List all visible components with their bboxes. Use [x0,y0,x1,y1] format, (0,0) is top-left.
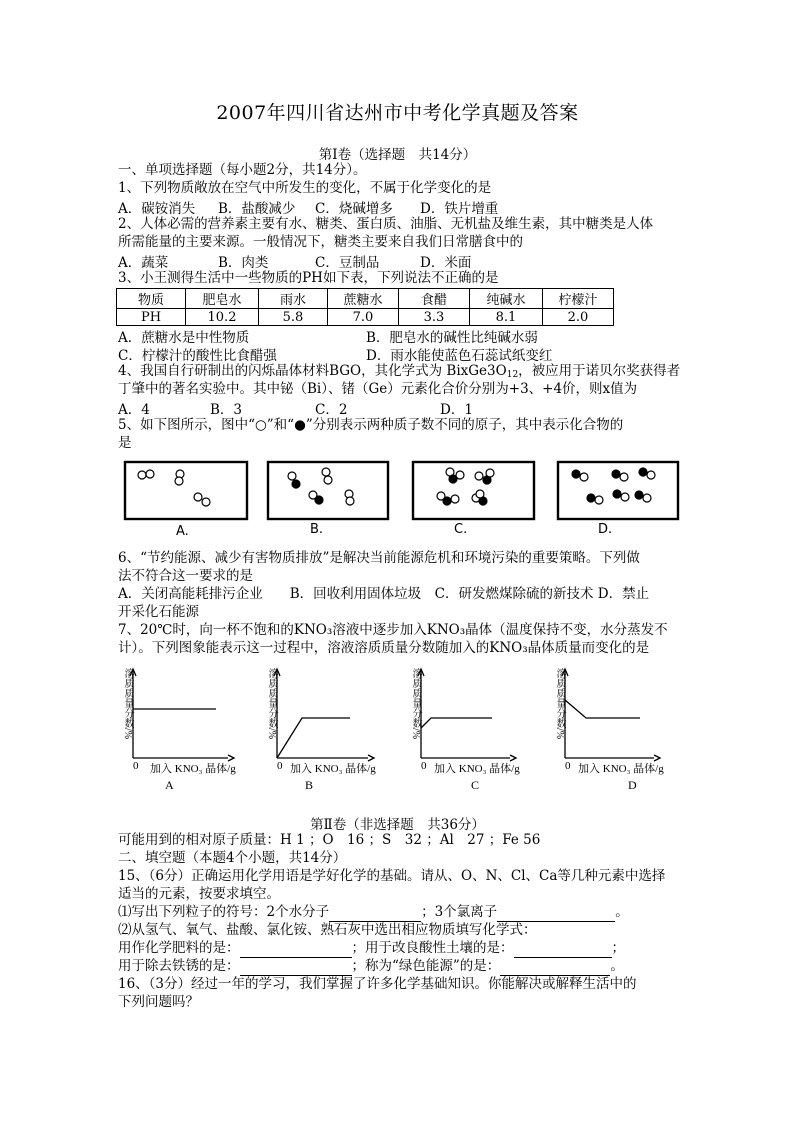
q2-option-a: A．蔬菜 [118,255,169,271]
atom-open [621,493,629,501]
graph-letter-d: D [628,778,637,792]
table-cell: 2.0 [543,309,614,326]
origin-a: 0 [133,760,139,772]
q15-l1-text: ⑴写出下列粒子的符号：2个水分子 [118,904,330,920]
table-cell: 柠檬汁 [543,289,614,309]
q1-option-b: B．盐酸减少 [218,201,296,217]
xlabel-a: 加入 KNO₃ 晶体/g [150,763,236,775]
atom-open [175,477,183,485]
table-cell: 雨水 [259,289,328,309]
atom-open [580,473,588,481]
atom-filled [613,490,621,498]
q3-option-b: B．肥皂水的碱性比纯碱水弱 [366,330,538,346]
box-label-d: D. [598,522,613,537]
xlabel-b: 加入 KNO₃ 晶体/g [290,763,376,775]
q15-l4-text: 用于除去铁锈的是： [118,958,240,974]
xlabel-d: 加入 KNO₃ 晶体/g [578,763,664,775]
q15-stem-2: 适当的元素，按要求填空。 [118,886,280,902]
ylabel-b: 溶质质量分数/% [266,668,277,740]
atom-open [456,471,464,479]
atom-open [486,469,494,477]
graph-letter-b: B [305,778,314,792]
atom-filled [612,470,620,478]
atom-filled [292,480,300,488]
part2-heading: 第Ⅱ卷（非选择题 共36分） [310,817,485,833]
q15-l3-end: ； [611,940,625,956]
q16-stem-2: 下列问题吗？ [118,994,199,1010]
q6-options-1: A．关闭高能耗排污企业 B．回收利用固体垃圾 C．研发燃煤除硫的新技术 D．禁止 [118,586,650,602]
atom-open [138,471,146,479]
atom-open [451,495,459,503]
q3-option-c: C．柠檬汁的酸性比食醋强 [118,348,277,364]
box-c [413,462,534,519]
box-label-a: A. [176,524,189,539]
origin-b: 0 [277,760,283,772]
q1-stem: 1、下列物质敞放在空气中所发生的变化，不属于化学变化的是 [118,180,492,196]
atom-open [620,473,628,481]
atom-open [146,470,154,478]
q1-option-a: A．碳铵消失 [118,201,196,217]
q4-stem-tail: ，被应用于诺贝尔奖获得者 [518,363,681,379]
graph-letter-c: C [471,778,480,792]
molecule-figure [0,450,795,545]
answer-blank[interactable] [240,957,352,976]
box-label-b: B. [310,522,324,537]
q6-stem-2: 法不符合这一要求的是 [118,568,253,584]
atom-open [595,496,603,504]
q15-stem-1: 15、（6分）正确运用化学用语是学好化学的基础。请从、O、N、Cl、Ca等几种元素中选择 [118,868,666,884]
atom-open [647,471,655,479]
table-cell: 纯碱水 [470,289,543,309]
q6-options-2: 开采化石能源 [118,604,199,620]
q4-stem-2: 丁肇中的著名实验中。其中铋（Bi）、锗（Ge）元素化合价分别为+3、+4价，则x值为 [118,381,638,397]
graph-letter-a: A [165,778,174,792]
q4-formula-sub: 12 [506,370,519,380]
q5-stem-2: 是 [118,435,132,451]
ylabel-a: 溶质质量分数/% [122,668,133,740]
q15-line-1 [118,903,629,922]
curve-b [277,718,350,758]
table-cell: 肥皂水 [186,289,259,309]
q7-stem-2: 计）。下列图象能表示这一过程中，溶液溶质质量分数随加入的KNO₃晶体质量而变化的是 [118,640,650,656]
ylabel-c: 溶质质量分数/% [410,668,421,740]
q4-option-b: B．3 [210,402,243,418]
atom-open [322,468,330,476]
atom-filled [635,491,643,499]
ph-table-header-row [117,289,614,309]
atom-filled [315,496,323,504]
atom-open [643,494,651,502]
table-cell: 10.2 [186,309,259,326]
ph-table-value-row [117,309,614,326]
table-cell: 蔗糖水 [328,289,399,309]
answer-blank[interactable] [329,903,421,922]
table-cell: 物质 [117,289,186,309]
q2-stem-2: 所需能量的主要来源。一般情况下，糖类主要来自我们日常膳食中的 [118,234,523,250]
q15-line-3 [118,939,625,958]
q15-l4-end: 。 [610,958,624,974]
q7-stem-1: 7、20℃时，向一杯不饱和的KNO₃溶液中逐步加入KNO₃晶体（温度保持不变，水分蒸发不 [118,622,668,638]
atom-filled [639,468,647,476]
q2-option-c: C．豆制品 [315,255,380,271]
page-title: 2007年四川省达州市中考化学真题及答案 [216,102,579,124]
q1-option-c: C．烧碱增多 [315,201,393,217]
ylabel-d: 溶质质量分数/% [554,668,565,740]
q15-l3-text: 用作化学肥料的是： [118,940,240,956]
q15-l1-end: 。 [615,904,629,920]
answer-blank[interactable] [500,957,610,976]
q15-l1-text2: ；3个氯离子 [421,904,498,920]
q4-formula-ge: 3O [487,363,507,379]
atom-open [346,497,354,505]
table-cell: 3.3 [399,309,470,326]
section1-heading: 一、单项选择题（每小题2分，共14分）。 [118,162,367,178]
q16-stem-1: 16、（3分）经过一年的学习，我们掌握了许多化学基础知识。你能解决或解释生活中的 [118,976,637,992]
q15-l3-text2: ；用于改良酸性土壤的是： [351,940,514,956]
q3-option-a: A．蔗糖水是中性物质 [118,330,250,346]
q3-option-d: D．雨水能使蓝色石蕊试纸变红 [366,348,553,364]
q4-option-a: A．4 [118,402,150,418]
origin-c: 0 [421,760,427,772]
q15-line-2: ⑵从氢气、氧气、盐酸、氯化铵、熟石灰中选出相应物质填写化学式： [118,922,537,938]
q2-stem-1: 2、人体必需的营养素主要有水、糖类、蛋白质、油脂、无机盐及维生素，其中糖类是人体 [118,216,654,232]
answer-blank[interactable] [240,939,352,958]
q3-stem: 3、小王测得生活中一些物质的PH如下表，下列说法不正确的是 [118,270,499,286]
section2-heading: 二、填空题（本题4个小题，共14分） [118,850,347,866]
ph-table [116,288,614,326]
table-cell: 7.0 [328,309,399,326]
q5-stem-1: 5、如下图所示，图中“○”和“●”分别表示两种质子数不同的原子，其中表示化合物的 [118,417,624,433]
atom-filled [587,494,595,502]
q2-option-b: B．肉类 [218,255,269,271]
table-cell: 5.8 [259,309,328,326]
q4-stem-text: 4、我国自行研制出的闪烁晶体材料BGO，其化学式为 Bi [118,363,461,379]
answer-blank[interactable] [497,903,615,922]
part1-heading: 第Ⅰ卷（选择题 共14分） [318,147,477,163]
atom-open [202,498,210,506]
box-a [125,462,247,519]
q15-line-4 [118,957,624,976]
q4-option-c: C．2 [315,402,348,418]
atom-filled [572,470,580,478]
atom-open [475,472,483,480]
table-cell: PH [117,309,186,326]
box-label-c: C. [454,522,468,537]
q1-option-d: D．铁片增重 [420,201,499,217]
table-cell: 食醋 [399,289,470,309]
atom-open [194,493,202,501]
q4-formula-x: xGe [460,363,488,379]
atom-filled [443,497,451,505]
atomic-masses: 可能用到的相对原子质量：H 1 ；O 16 ；S 32 ；Al 27 ；Fe 56 [118,832,541,848]
atom-open [476,490,484,498]
origin-d: 0 [565,760,571,772]
q15-l4-text2: ；称为“绿色能源”的是： [351,958,501,974]
q2-option-d: D．米面 [420,255,472,271]
table-cell: 8.1 [470,309,543,326]
atom-open [288,472,296,480]
curve-c [421,718,492,728]
q4-option-d: D．1 [440,402,473,418]
curve-d [565,700,640,718]
answer-blank[interactable] [514,939,612,958]
xlabel-c: 加入 KNO₃ 晶体/g [434,763,520,775]
q6-stem-1: 6、“节约能源、减少有害物质排放”是解决当前能源危机和环境污染的重要策略。下列做 [118,550,640,566]
atom-open [324,476,332,484]
